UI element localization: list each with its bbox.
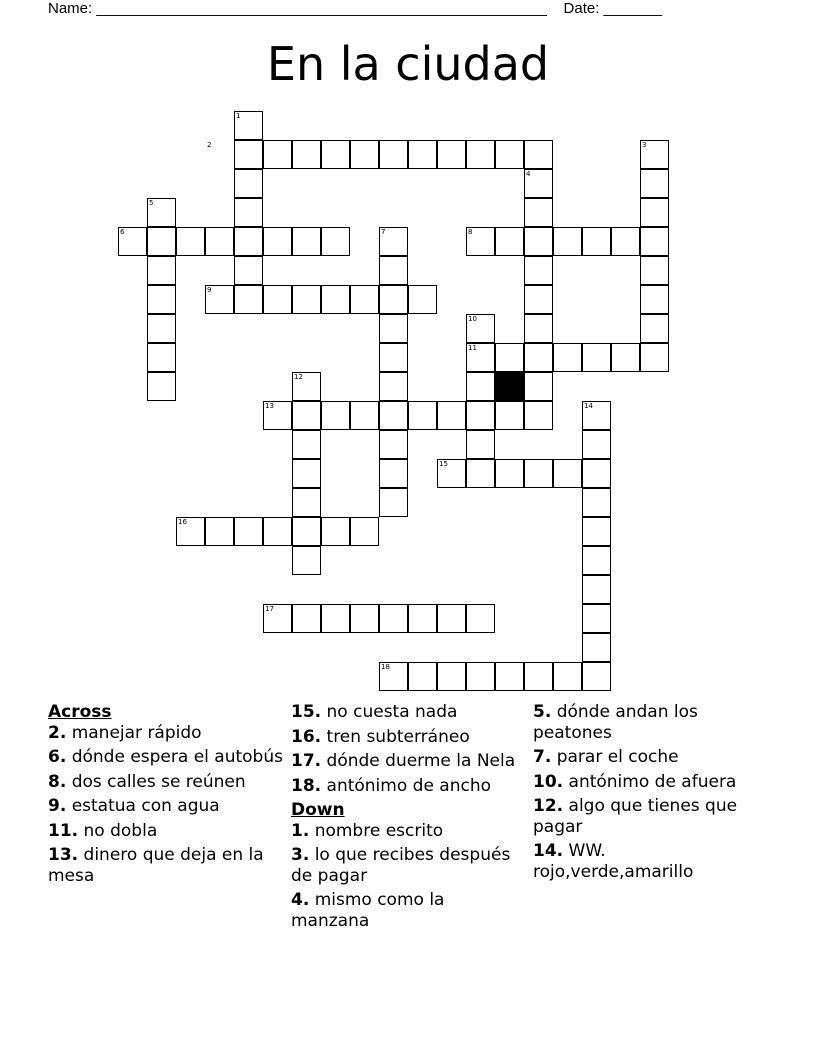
- grid-cell[interactable]: [205, 517, 234, 546]
- across-clue: [48, 772, 283, 793]
- clue-text: WW. rojo,verde,amarillo: [533, 841, 694, 882]
- grid-cell[interactable]: [292, 401, 321, 430]
- grid-cell[interactable]: [379, 343, 408, 372]
- cell-number: 6: [120, 228, 125, 236]
- black-cell: [495, 372, 524, 401]
- grid-cell[interactable]: [640, 227, 669, 256]
- grid-cell[interactable]: [640, 343, 669, 372]
- grid-cell[interactable]: [495, 140, 524, 169]
- grid-cell[interactable]: [379, 430, 408, 459]
- clue-text: tren subterráneo: [321, 726, 470, 747]
- grid-cell[interactable]: [640, 169, 669, 198]
- grid-cell[interactable]: [292, 227, 321, 256]
- grid-cell[interactable]: [408, 285, 437, 314]
- name-blank: ______________________________________________________: [96, 0, 547, 17]
- cell-number: 14: [584, 402, 593, 410]
- clue-number: 6.: [48, 747, 67, 767]
- grid-cell[interactable]: [147, 343, 176, 372]
- name-label: Name:: [48, 0, 93, 17]
- grid-cell[interactable]: [582, 546, 611, 575]
- down-clue: [533, 841, 768, 882]
- cell-number: 4: [526, 170, 531, 178]
- clue-number: 3.: [291, 845, 310, 865]
- clue-text: dónde espera el autobús: [66, 747, 283, 767]
- clue-text: no cuesta nada: [321, 702, 458, 722]
- grid-cell[interactable]: [553, 343, 582, 372]
- clue-number: 11.: [48, 820, 79, 841]
- grid-cell[interactable]: [292, 140, 321, 169]
- grid-cell[interactable]: [147, 227, 176, 256]
- grid-cell[interactable]: [582, 488, 611, 517]
- clue-text: lo que recibes después de pagar: [291, 845, 511, 886]
- grid-cell[interactable]: [321, 285, 350, 314]
- grid-cell[interactable]: [524, 256, 553, 285]
- clue-number: 15.: [291, 702, 322, 722]
- clue-number: 10.: [533, 771, 564, 792]
- grid-cell[interactable]: [321, 401, 350, 430]
- cell-number: 17: [265, 605, 274, 613]
- grid-cell[interactable]: [582, 430, 611, 459]
- across-clue: [291, 727, 526, 748]
- grid-cell[interactable]: [495, 343, 524, 372]
- clue-column-3: [533, 702, 768, 886]
- grid-cell[interactable]: [437, 140, 466, 169]
- across-clue: [48, 821, 283, 842]
- clue-number: 9.: [48, 796, 67, 816]
- grid-cell[interactable]: [524, 140, 553, 169]
- grid-cell[interactable]: [292, 517, 321, 546]
- clue-text: mismo como la manzana: [291, 890, 445, 931]
- grid-cell[interactable]: [379, 314, 408, 343]
- grid-cell[interactable]: [524, 198, 553, 227]
- grid-cell[interactable]: [495, 662, 524, 691]
- grid-cell[interactable]: [292, 546, 321, 575]
- clue-text: dinero que deja en la mesa: [48, 845, 264, 886]
- grid-cell[interactable]: [437, 662, 466, 691]
- down-clue: [533, 747, 768, 768]
- grid-cell[interactable]: [524, 227, 553, 256]
- down-clue: [291, 821, 526, 842]
- grid-cell[interactable]: [292, 285, 321, 314]
- grid-cell[interactable]: [292, 488, 321, 517]
- grid-cell[interactable]: [263, 227, 292, 256]
- grid-cell[interactable]: [437, 401, 466, 430]
- grid-cell[interactable]: [147, 285, 176, 314]
- across-clue: [48, 845, 283, 886]
- clue-number: 2.: [48, 722, 67, 743]
- grid-cell[interactable]: [147, 372, 176, 401]
- grid-cell[interactable]: [640, 256, 669, 285]
- across-clue: [291, 751, 526, 772]
- grid-cell[interactable]: [582, 459, 611, 488]
- page-title: En la ciudad: [266, 37, 550, 91]
- grid-cell[interactable]: [234, 256, 263, 285]
- clue-number: 17.: [291, 751, 322, 771]
- clue-column-1: [48, 702, 283, 890]
- across-clue: [291, 702, 526, 723]
- clue-number: 12.: [533, 796, 564, 816]
- clue-text: no dobla: [78, 820, 158, 841]
- grid-cell[interactable]: [524, 662, 553, 691]
- grid-cell[interactable]: [582, 662, 611, 691]
- across-heading: Across: [48, 702, 112, 722]
- down-clue: [291, 845, 526, 886]
- down-clue: [533, 772, 768, 793]
- down-clue: [291, 890, 526, 931]
- clue-number: 1.: [291, 820, 310, 841]
- clue-column-2: [291, 702, 526, 935]
- date-label: Date:: [563, 0, 600, 17]
- cell-number: 2: [207, 141, 212, 149]
- grid-cell[interactable]: [350, 285, 379, 314]
- grid-cell[interactable]: [350, 140, 379, 169]
- grid-cell[interactable]: [524, 459, 553, 488]
- across-clue: [48, 723, 283, 744]
- grid-cell[interactable]: [350, 401, 379, 430]
- date-blank: _______: [603, 0, 662, 17]
- grid-cell[interactable]: [611, 343, 640, 372]
- grid-cell[interactable]: [640, 285, 669, 314]
- clue-text: antónimo de afuera: [563, 771, 737, 792]
- clue-number: 8.: [48, 771, 67, 792]
- grid-cell[interactable]: [466, 430, 495, 459]
- grid-cell[interactable]: [582, 633, 611, 662]
- grid-cell[interactable]: [292, 459, 321, 488]
- cell-number: 16: [178, 518, 187, 526]
- grid-cell[interactable]: [437, 604, 466, 633]
- grid-cell[interactable]: [263, 285, 292, 314]
- grid-cell[interactable]: [466, 459, 495, 488]
- grid-cell[interactable]: [466, 662, 495, 691]
- grid-cell[interactable]: [263, 517, 292, 546]
- grid-cell[interactable]: [379, 140, 408, 169]
- grid-cell[interactable]: [553, 227, 582, 256]
- grid-cell[interactable]: [524, 285, 553, 314]
- grid-cell[interactable]: [321, 604, 350, 633]
- clue-number: 18.: [291, 775, 322, 796]
- clue-text: dónde andan los peatones: [533, 702, 698, 743]
- grid-cell[interactable]: [263, 140, 292, 169]
- clue-text: antónimo de ancho: [321, 775, 492, 796]
- cell-number: 7: [381, 228, 386, 236]
- grid-cell[interactable]: [234, 517, 263, 546]
- grid-cell[interactable]: [321, 140, 350, 169]
- grid-cell[interactable]: [495, 227, 524, 256]
- grid-cell[interactable]: [408, 604, 437, 633]
- grid-cell[interactable]: [524, 401, 553, 430]
- clue-text: algo que tienes que pagar: [533, 796, 738, 837]
- grid-cell[interactable]: [408, 140, 437, 169]
- across-clue: [48, 747, 283, 768]
- clue-text: dónde duerme la Nela: [321, 751, 516, 771]
- grid-cell[interactable]: [379, 285, 408, 314]
- grid-cell[interactable]: [379, 372, 408, 401]
- clue-number: 5.: [533, 702, 552, 722]
- grid-cell[interactable]: [205, 227, 234, 256]
- cell-number: 5: [149, 199, 154, 207]
- grid-cell[interactable]: [582, 575, 611, 604]
- clue-text: estatua con agua: [66, 796, 220, 816]
- cell-number: 1: [236, 112, 241, 120]
- grid-cell[interactable]: [524, 372, 553, 401]
- clue-text: manejar rápido: [66, 722, 202, 743]
- clue-text: nombre escrito: [309, 820, 444, 841]
- cell-number: 13: [265, 402, 274, 410]
- grid-cell[interactable]: [234, 169, 263, 198]
- down-heading: Down: [291, 800, 345, 820]
- cell-number: 11: [468, 344, 477, 352]
- grid-cell[interactable]: [147, 314, 176, 343]
- grid-cell[interactable]: [292, 604, 321, 633]
- grid-cell[interactable]: [350, 604, 379, 633]
- grid-cell[interactable]: [495, 401, 524, 430]
- grid-cell[interactable]: [611, 227, 640, 256]
- grid-cell[interactable]: [234, 198, 263, 227]
- grid-cell[interactable]: [379, 401, 408, 430]
- cell-number: 15: [439, 460, 448, 468]
- clue-text: parar el coche: [551, 747, 679, 767]
- grid-cell[interactable]: [408, 662, 437, 691]
- clue-number: 16.: [291, 726, 322, 747]
- grid-cell[interactable]: [524, 343, 553, 372]
- grid-cell[interactable]: [466, 401, 495, 430]
- grid-cell[interactable]: [147, 256, 176, 285]
- cell-number: 9: [207, 286, 212, 294]
- grid-cell[interactable]: [379, 488, 408, 517]
- grid-cell[interactable]: [408, 401, 437, 430]
- grid-cell[interactable]: [582, 343, 611, 372]
- cell-number: 18: [381, 663, 390, 671]
- clue-text: dos calles se reúnen: [66, 771, 246, 792]
- grid-cell[interactable]: [292, 430, 321, 459]
- clue-number: 14.: [533, 841, 564, 861]
- grid-cell[interactable]: [321, 517, 350, 546]
- grid-cell[interactable]: [176, 227, 205, 256]
- clue-number: 13.: [48, 845, 79, 865]
- grid-cell[interactable]: [495, 459, 524, 488]
- grid-cell[interactable]: [350, 517, 379, 546]
- across-clue: [291, 776, 526, 797]
- grid-cell[interactable]: [379, 459, 408, 488]
- grid-cell[interactable]: [582, 604, 611, 633]
- grid-cell[interactable]: [466, 604, 495, 633]
- grid-cell[interactable]: [321, 227, 350, 256]
- down-clue: [533, 702, 768, 743]
- grid-cell[interactable]: [640, 198, 669, 227]
- grid-cell[interactable]: [466, 140, 495, 169]
- clue-number: 7.: [533, 747, 552, 767]
- grid-cell[interactable]: [553, 459, 582, 488]
- grid-cell[interactable]: [582, 517, 611, 546]
- grid-cell[interactable]: [234, 227, 263, 256]
- grid-cell[interactable]: [524, 314, 553, 343]
- grid-cell[interactable]: [234, 140, 263, 169]
- grid-cell[interactable]: [582, 227, 611, 256]
- grid-cell[interactable]: [640, 314, 669, 343]
- cell-number: 12: [294, 373, 303, 381]
- grid-cell[interactable]: [379, 604, 408, 633]
- clue-number: 4.: [291, 890, 310, 910]
- cell-number: 10: [468, 315, 477, 323]
- grid-cell[interactable]: [553, 662, 582, 691]
- grid-cell[interactable]: [466, 372, 495, 401]
- cell-number: 8: [468, 228, 473, 236]
- cell-number: 3: [642, 141, 647, 149]
- down-clue: [533, 796, 768, 837]
- grid-cell[interactable]: [379, 256, 408, 285]
- across-clue: [48, 796, 283, 817]
- grid-cell[interactable]: [234, 285, 263, 314]
